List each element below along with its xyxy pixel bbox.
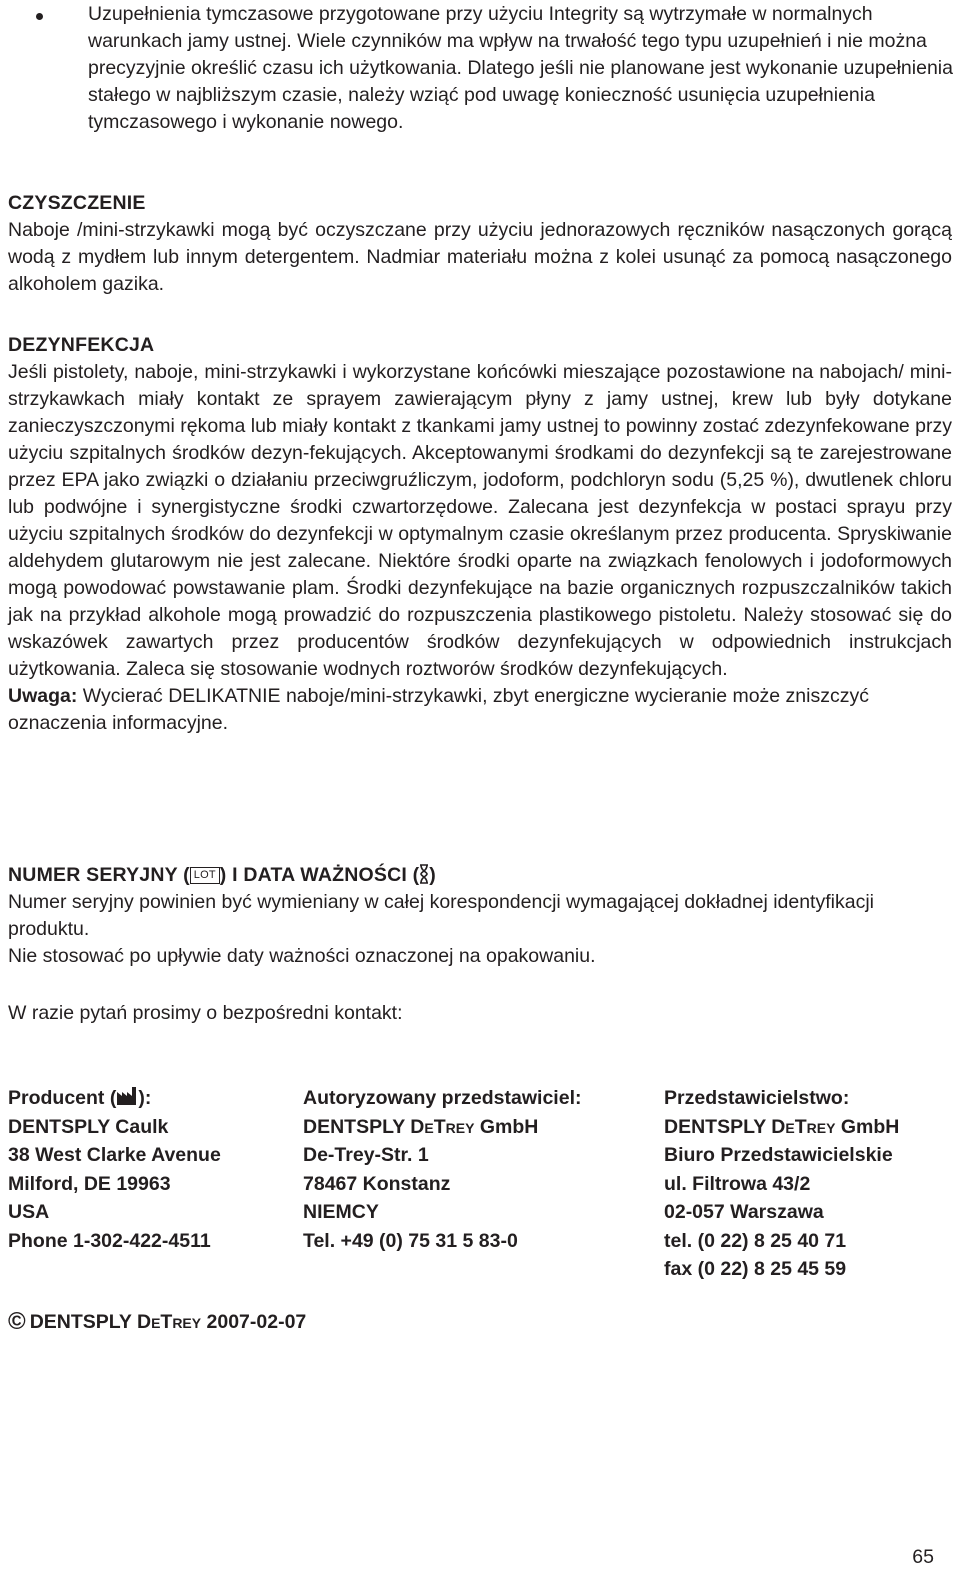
representative-line: De-Trey-Str. 1 xyxy=(303,1144,429,1166)
copyright-icon: © xyxy=(8,1308,26,1335)
office-label: Przedstawicielstwo: xyxy=(664,1087,850,1109)
company-suffix: GmbH xyxy=(835,1115,900,1138)
copyright-line xyxy=(8,1308,306,1336)
office-line: Biuro Przedstawicielskie xyxy=(664,1144,893,1166)
copyright-smallcaps: DeTrey xyxy=(136,1311,202,1333)
serial-section xyxy=(8,862,952,970)
office-column xyxy=(664,1084,960,1284)
cleaning-section xyxy=(8,190,952,298)
representative-line: Tel. +49 (0) 75 31 5 83-0 xyxy=(303,1229,518,1252)
contact-intro-text: W razie pytań prosimy o bezpośredni kontakt: xyxy=(8,1002,403,1024)
serial-line1: Numer seryjny powinien być wymieniany w całej korespondencji wymagającej dokładnej identyfikacji produktu. xyxy=(8,891,874,940)
disinfection-note xyxy=(8,683,952,737)
producer-column xyxy=(8,1084,293,1255)
company-prefix: DENTSPLY xyxy=(303,1115,411,1138)
producer-line: 38 West Clarke Avenue xyxy=(8,1144,221,1166)
disinfection-heading: DEZYNFEKCJA xyxy=(8,334,155,356)
expiry-hourglass-icon xyxy=(419,864,429,884)
serial-heading-part2: ) I DATA WAŻNOŚCI ( xyxy=(219,864,420,886)
representative-line: 78467 Konstanz xyxy=(303,1172,451,1195)
company-smallcaps: DeTrey xyxy=(410,1115,475,1138)
serial-heading-part1: NUMER SERYJNY ( xyxy=(8,864,190,886)
disinfection-section xyxy=(8,332,952,737)
office-line: 02-057 Warszawa xyxy=(664,1201,824,1223)
contact-intro xyxy=(8,1000,952,1027)
bullet-text: Uzupełnienia tymczasowe przygotowane przy użyciu Integrity są wytrzymałe w normalnych warunkach jamy ustnej. Wiele czynników ma wpływ na trwałość tego typu uzupełnień i nie można precyzyjnie określić czasu ich użytkowania. Dlatego jeśli nie planowane jest wykonanie uzupełnienia stałego w najbliższym czasie, należy wziąć pod uwagę konieczność usunięcia uzupełnienia tymczasowego i wykonanie nowego. xyxy=(88,3,953,133)
representative-column xyxy=(303,1084,653,1255)
company-prefix: DENTSPLY xyxy=(664,1115,772,1138)
copyright-suffix: 2007-02-07 xyxy=(201,1311,307,1333)
representative-label: Autoryzowany przedstawiciel: xyxy=(303,1087,582,1109)
office-company xyxy=(664,1113,960,1142)
serial-heading-part3: ) xyxy=(429,864,436,886)
lot-icon: LOT xyxy=(190,867,220,884)
copyright-prefix: DENTSPLY xyxy=(29,1311,137,1333)
producer-label xyxy=(8,1084,293,1113)
serial-line2: Nie stosować po upływie daty ważności oznaczonej na opakowaniu. xyxy=(8,945,596,967)
manufacturer-icon xyxy=(116,1086,138,1106)
bullet-dot xyxy=(36,13,43,20)
page-number: 65 xyxy=(912,1546,934,1568)
disinfection-text: Jeśli pistolety, naboje, mini-strzykawki i wykorzystane końcówki mieszające pozostawione na nabojach/ mini-strzykawkach miały kontakt ze sprayem zawierającym płyny z jamy ustnej, krew lub były dotykane zanieczyszczonymi rękoma lub miały kontakt z tkankami jamy ustnej to powinny zostać zdezynfekowane przy użyciu szpitalnych środków dezyn-fekujących. Akceptowanymi środkami do dezynfekcji są te zarejestrowane przez EPA jako związki o działaniu przeciwgruźliczym, jodoform, podchloryn sodu (5,25 %), dwutlenek chloru lub podwójne i synergistyczne środki czwartorzędowe. Zalecana jest dezynfekcja w postaci sprayu przy użyciu szpitalnych środków do dezynfekcji w optymalnym czasie określanym przez producenta. Spryskiwanie aldehydem glutarowym nie jest zalecane. Niektóre środki oparte na związkach fenolowych i jodoformowych mogą powodować powstawanie plam. Środki dezynfekujące na bazie organicznych rozpuszczalników takich jak na przykład alkohole mogą prowadzić do rozpuszczenia plastikowego pistoletu. Należy stosować się do wskazówek zawartych przez producentów środków dezynfekujących w odpowiednich instrukcjach użytkowania. Zaleca się stosowanie wodnych roztworów środków dezynfekujących. xyxy=(8,361,952,680)
note-label: Uwaga: xyxy=(8,685,78,707)
producer-label-part1: Producent ( xyxy=(8,1087,117,1109)
producer-line: Phone 1-302-422-4511 xyxy=(8,1229,211,1252)
representative-company xyxy=(303,1113,653,1142)
bullet-item xyxy=(40,0,960,136)
office-line: fax (0 22) 8 25 45 59 xyxy=(664,1258,847,1280)
representative-line: NIEMCY xyxy=(303,1201,379,1223)
cleaning-text: Naboje /mini-strzykawki mogą być oczyszczane przy użyciu jednorazowych ręczników nasączonych gorącą wodą z mydłem lub innym detergentem. Nadmiar materiału można z kolei usunąć za pomocą nasączonego alkoholem gazika. xyxy=(8,219,952,295)
office-line: tel. (0 22) 8 25 40 71 xyxy=(664,1229,847,1252)
office-line: ul. Filtrowa 43/2 xyxy=(664,1172,811,1195)
producer-line: USA xyxy=(8,1201,50,1223)
serial-heading xyxy=(8,862,952,889)
producer-label-part2: ): xyxy=(138,1087,152,1109)
producer-line: DENTSPLY Caulk xyxy=(8,1115,169,1138)
company-smallcaps: DeTrey xyxy=(771,1115,836,1138)
cleaning-heading: CZYSZCZENIE xyxy=(8,192,146,214)
producer-line: Milford, DE 19963 xyxy=(8,1172,171,1195)
company-suffix: GmbH xyxy=(474,1115,539,1138)
note-text: Wycierać DELIKATNIE naboje/mini-strzykawki, zbyt energiczne wycieranie może zniszczyć oznaczenia informacyjne. xyxy=(8,685,869,734)
